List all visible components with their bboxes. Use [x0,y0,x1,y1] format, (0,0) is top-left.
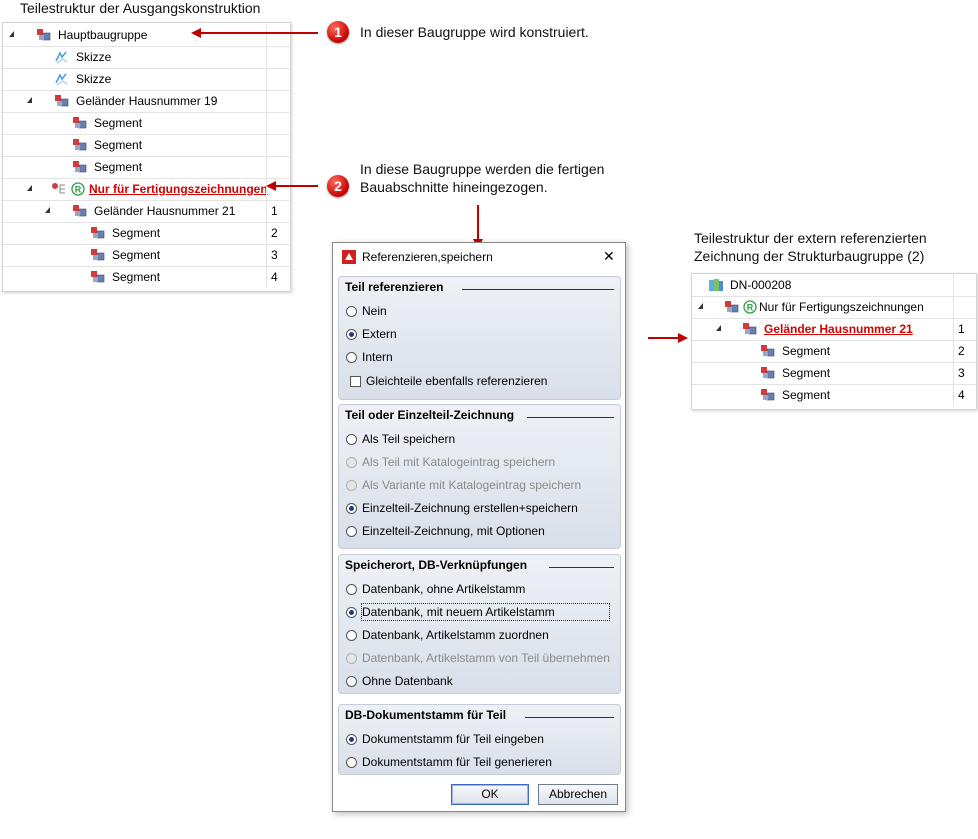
radio-button-selected[interactable] [346,503,357,514]
radio-button[interactable] [346,757,357,768]
ok-button[interactable]: OK [451,784,529,805]
callout-text-2-line2: Bauabschnitte hineingezogen. [360,179,548,195]
radio-button[interactable] [346,584,357,595]
reference-r-icon [743,300,757,314]
group-teil-referenzieren [338,276,621,400]
tree-label: Segment [112,226,161,240]
radio-db-artikelstamm-zuordnen[interactable] [346,625,549,645]
option-label: Datenbank, Artikelstamm von Teil übernehmen [362,651,610,665]
cancel-button[interactable]: Abbrechen [538,784,618,805]
radio-extern[interactable] [346,324,397,344]
radio-intern[interactable] [346,347,393,367]
tree-row-dn-000208[interactable] [692,274,976,297]
tree-label: DN-000208 [730,278,792,292]
radio-button[interactable] [346,526,357,537]
svg-text:R: R [74,184,82,195]
radio-button-selected[interactable] [346,607,357,618]
tree-row-segment[interactable] [692,384,976,406]
option-label: Ohne Datenbank [362,674,453,688]
svg-text:R: R [746,302,754,313]
tree-row-gelaender-21[interactable] [692,318,976,341]
option-label: Als Variante mit Katalogeintrag speichern [362,478,582,492]
option-label: Intern [362,350,393,364]
option-label: Dokumentstamm für Teil generieren [362,755,552,769]
radio-dokumentstamm-generieren[interactable] [346,752,552,772]
checkbox-gleichteile[interactable] [350,371,547,391]
expand-open-icon[interactable] [698,303,703,309]
group-divider [525,717,614,718]
right-part-tree [691,273,977,410]
group-title: DB-Dokumentstamm für Teil [345,708,507,722]
right-tree-caption-line2: Zeichnung der Strukturbaugruppe (2) [694,248,925,264]
radio-button-disabled [346,480,357,491]
tree-label: Nur für Fertigungszeichnungen [759,300,924,314]
option-label: Einzelteil-Zeichnung, mit Optionen [362,524,545,538]
tree-label: Geländer Hausnummer 21 [94,204,236,218]
assembly-icon [742,322,758,336]
callout-text-1: In dieser Baugruppe wird konstruiert. [360,24,589,40]
tree-label: Geländer Hausnummer 19 [76,94,218,108]
expand-closed-icon[interactable] [737,390,743,400]
callout-text-2-line1: In diese Baugruppe werden die fertigen [360,161,605,177]
group-db-dokumentstamm [338,704,621,775]
tree-label: Nur für Fertigungszeichnungen [89,182,268,196]
radio-db-neuer-artikelstamm[interactable] [346,602,609,622]
dialog-title: Referenzieren,speichern [362,250,493,264]
tree-label: Geländer Hausnummer 21 [764,322,913,336]
tree-label: Segment [782,388,831,402]
tree-label: Segment [112,270,161,284]
referenzieren-speichern-dialog [332,242,626,812]
radio-dokumentstamm-eingeben[interactable] [346,729,544,749]
group-title: Teil referenzieren [345,280,444,294]
callout-badge-2: 2 [327,175,349,197]
option-label: Datenbank, ohne Artikelstamm [362,582,526,596]
option-label: Als Teil mit Katalogeintrag speichern [362,455,556,469]
tree-num: 2 [266,222,290,244]
right-tree-caption-line1: Teilestruktur der extern referenzierten [694,230,927,246]
option-label: Gleichteile ebenfalls referenzieren [366,374,548,388]
radio-button-selected[interactable] [346,734,357,745]
tree-num: 1 [953,318,976,340]
option-label: Einzelteil-Zeichnung erstellen+speichern [362,501,578,515]
group-title: Speicherort, DB-Verknüpfungen [345,558,528,572]
group-divider [527,417,614,418]
expand-closed-icon[interactable] [737,368,743,378]
option-label: Dokumentstamm für Teil eingeben [362,732,544,746]
app-icon [342,250,356,264]
group-speicherort [338,554,621,694]
radio-button[interactable] [346,630,357,641]
assembly-icon [760,344,776,358]
radio-als-teil-speichern[interactable] [346,429,455,449]
tree-label: Segment [782,366,831,380]
expand-closed-icon[interactable] [737,346,743,356]
radio-teil-katalog [346,452,555,472]
group-teil-oder-einzelteil [338,404,621,549]
tree-num: 3 [953,362,976,384]
tree-row-segment[interactable] [692,340,976,363]
option-label: Als Teil speichern [362,432,456,446]
checkbox[interactable] [350,376,361,387]
tree-label: Segment [94,138,143,152]
radio-button-selected[interactable] [346,329,357,340]
radio-button[interactable] [346,352,357,363]
radio-button[interactable] [346,676,357,687]
radio-einzelteil-optionen[interactable] [346,521,545,541]
radio-nein[interactable] [346,301,387,321]
assembly-icon [724,300,740,314]
tree-num: 4 [953,384,976,406]
radio-ohne-datenbank[interactable] [346,671,453,691]
tree-num [953,274,976,296]
tree-row-nur-fuer-fertigung[interactable] [692,296,976,319]
tree-label: Segment [94,160,143,174]
tree-num: 1 [266,200,290,222]
radio-variante-katalog [346,475,581,495]
tree-label: Skizze [76,72,112,86]
group-divider [549,567,614,568]
tree-label: Segment [112,248,161,262]
tree-label: Segment [782,344,831,358]
tree-num: 4 [266,266,290,288]
tree-label: Skizze [76,50,112,64]
tree-num: 3 [266,244,290,266]
close-icon[interactable]: ✕ [603,248,615,264]
radio-db-ohne-artikelstamm[interactable] [346,579,525,599]
expand-open-icon[interactable] [716,325,721,331]
radio-button-disabled [346,457,357,468]
drawing-document-icon [708,278,724,292]
left-tree-caption: Teilestruktur der Ausgangskonstruktion [20,0,261,16]
radio-button-disabled [346,653,357,664]
option-label: Datenbank, mit neuem Artikelstamm [362,604,609,620]
group-divider [462,289,614,290]
tree-row-segment[interactable] [692,362,976,385]
option-label: Extern [362,327,397,341]
tree-num: 2 [953,340,976,362]
radio-einzelteil-erstellen[interactable] [346,498,578,518]
assembly-icon [760,366,776,380]
group-title: Teil oder Einzelteil-Zeichnung [345,408,515,422]
radio-db-artikelstamm-teil [346,648,610,668]
tree-label: Hauptbaugruppe [58,28,148,42]
option-label: Datenbank, Artikelstamm zuordnen [362,628,549,642]
radio-button[interactable] [346,434,357,445]
tree-num [953,296,976,318]
dialog-titlebar[interactable] [333,243,625,271]
radio-button[interactable] [346,306,357,317]
option-label: Nein [362,304,387,318]
callout-badge-1: 1 [327,21,349,43]
assembly-icon [760,388,776,402]
tree-label: Segment [94,116,143,130]
